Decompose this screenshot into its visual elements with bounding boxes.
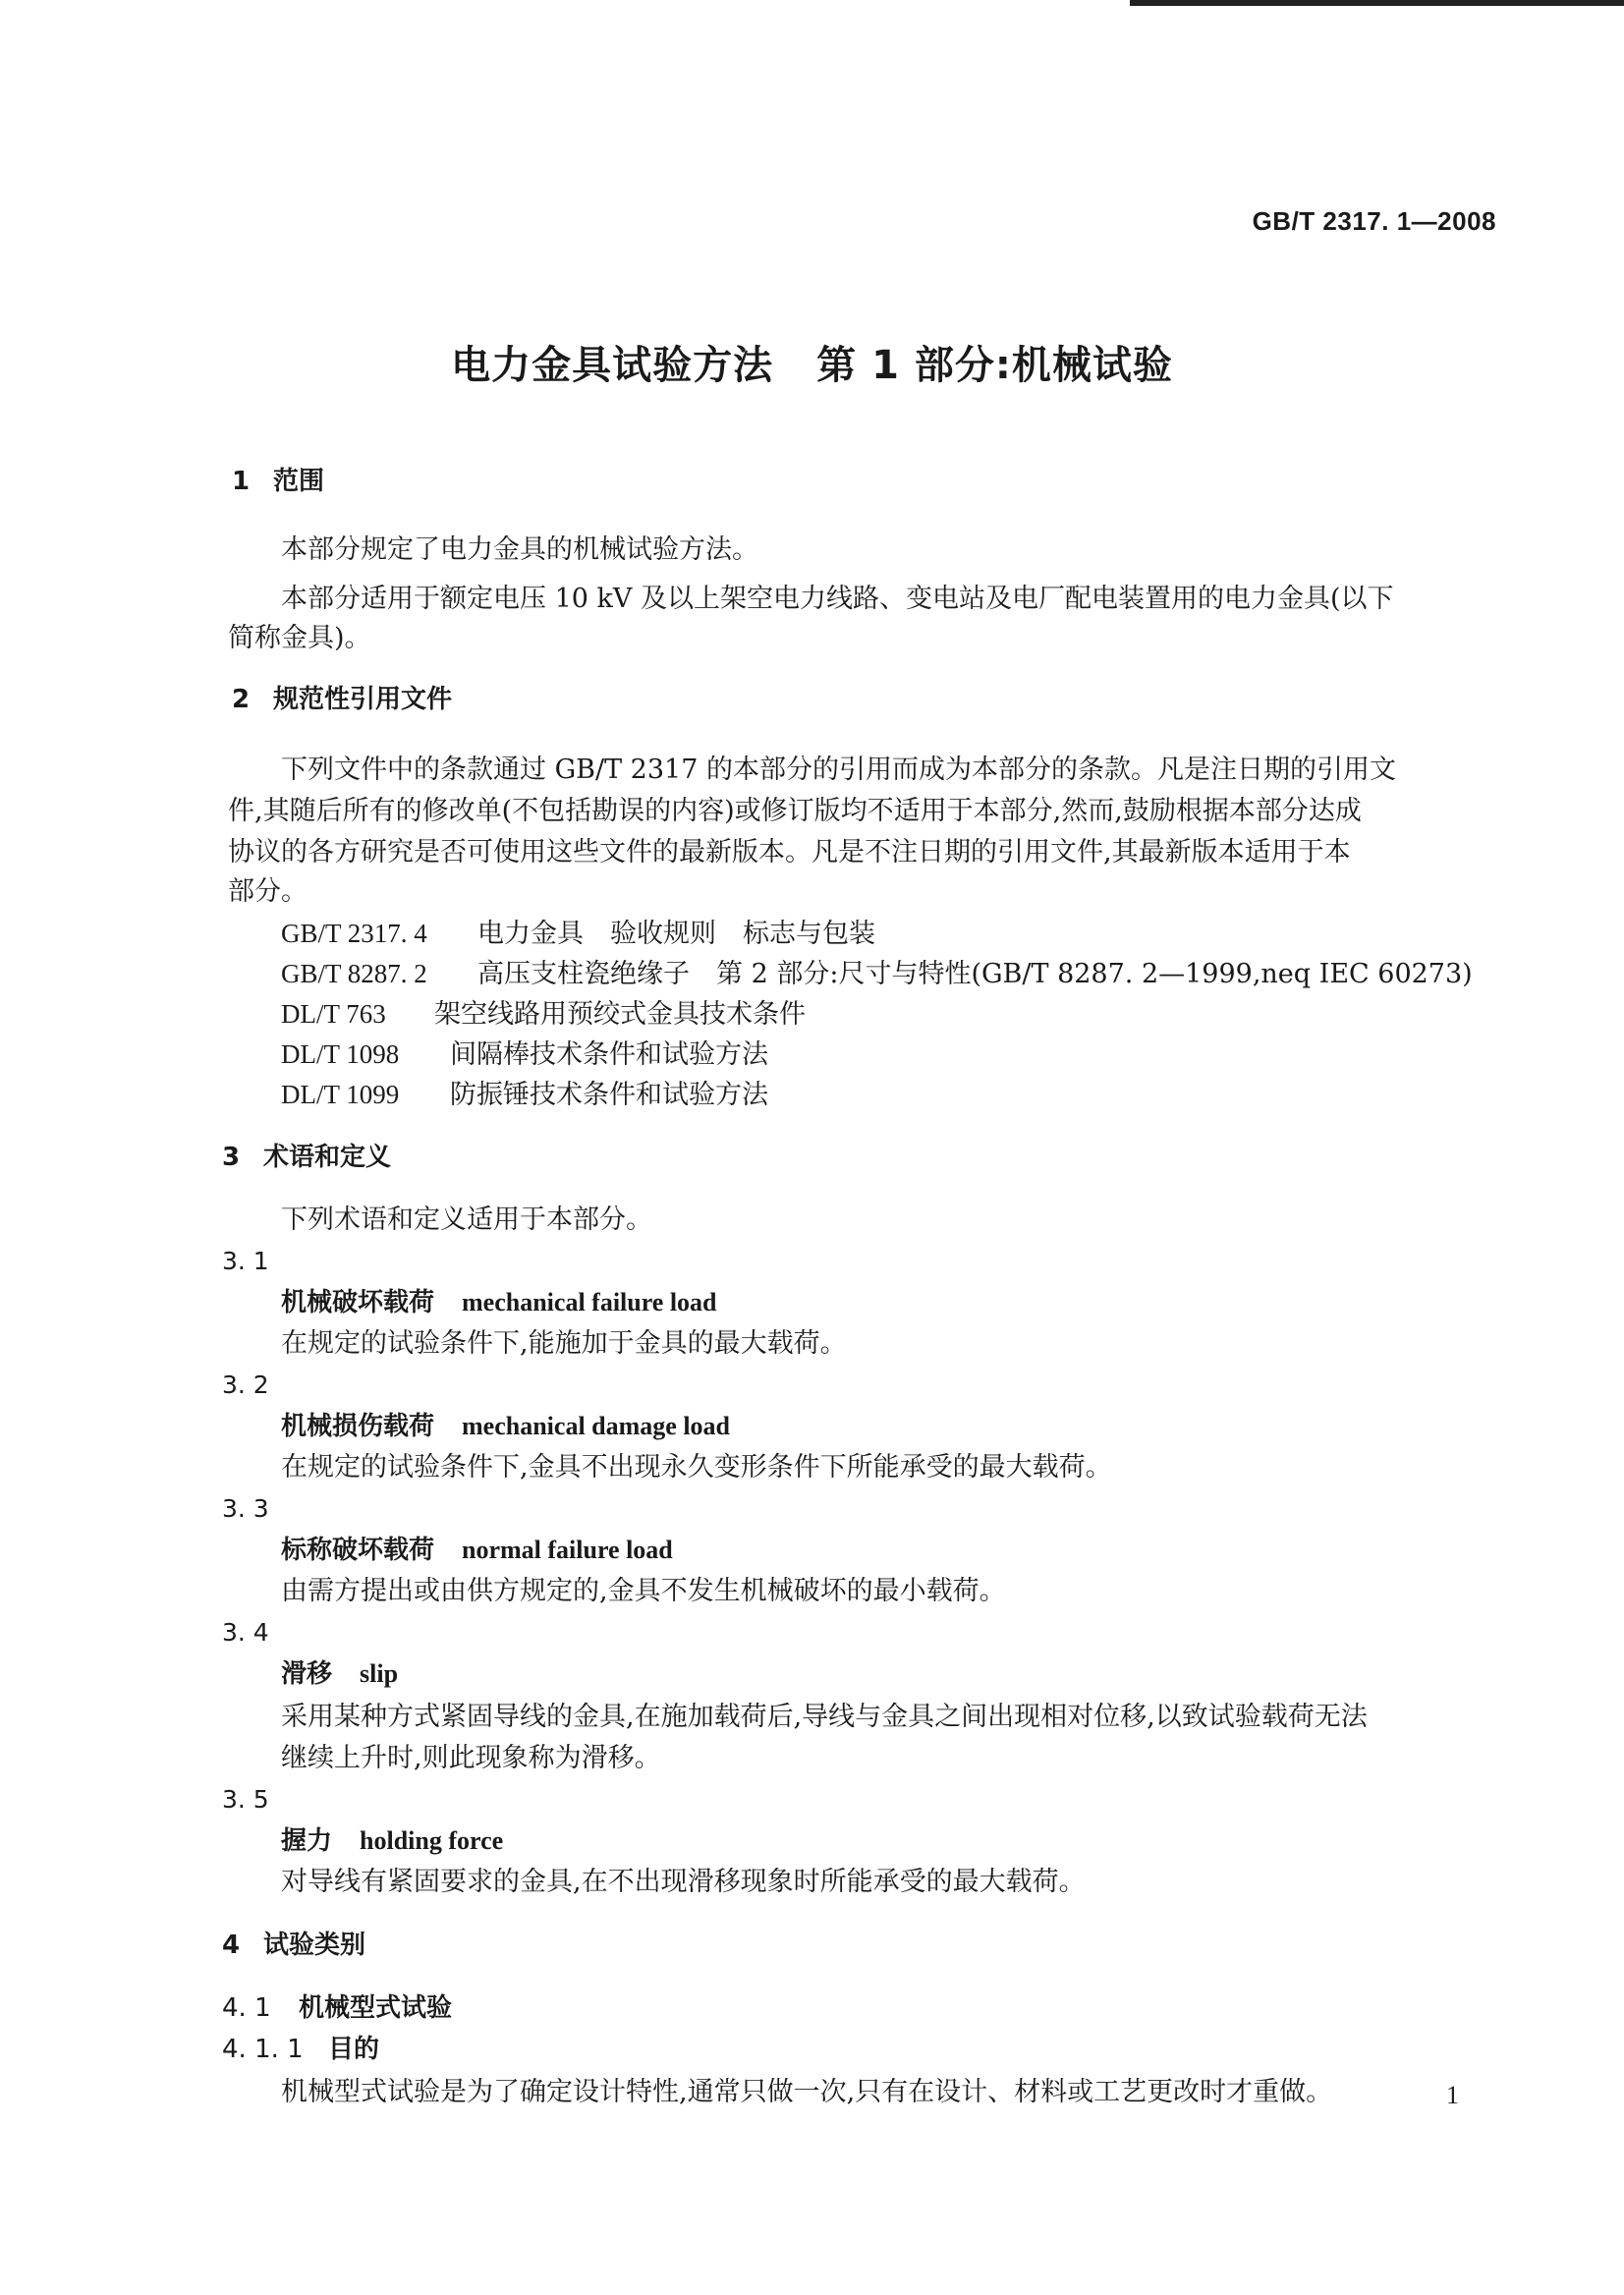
- term-chinese: 握力: [281, 1826, 333, 1856]
- term-chinese: 机械损伤载荷: [281, 1412, 435, 1441]
- section-1-heading: [232, 464, 324, 499]
- reference-title: 间隔棒技术条件和试验方法: [450, 1039, 768, 1070]
- section-1-paragraph-2-line-2: 简称金具)。: [228, 623, 371, 653]
- reference-item: [281, 1077, 768, 1113]
- subsection-4-1-heading: [222, 1990, 452, 2026]
- section-2-paragraph-line-2: 件,其随后所有的修改单(不包括勘误的内容)或修订版均不适用于本部分,然而,鼓励根据本部分达成: [228, 796, 1362, 826]
- term-definition: 对导线有紧固要求的金具,在不出现滑移现象时所能承受的最大载荷。: [281, 1867, 1086, 1897]
- section-4-heading: [222, 1928, 365, 1963]
- header-rule: [1130, 0, 1624, 6]
- reference-code: GB/T 2317. 4: [281, 919, 427, 948]
- term-number: 3. 4: [222, 1618, 269, 1647]
- term-number: 3. 1: [222, 1247, 269, 1275]
- term-number: 3. 2: [222, 1371, 269, 1399]
- term-heading: [281, 1656, 398, 1692]
- reference-item: [281, 996, 806, 1033]
- reference-code: DL/T 1098: [281, 1039, 400, 1069]
- reference-title: 电力金具 验收规则 标志与包装: [477, 919, 875, 949]
- term-chinese: 机械破坏载荷: [281, 1288, 435, 1317]
- term-heading: [281, 1409, 730, 1444]
- section-title: 规范性引用文件: [273, 685, 453, 714]
- term-english: holding force: [360, 1826, 504, 1855]
- subsection-title: 目的: [328, 2035, 380, 2064]
- term-definition: 采用某种方式紧固导线的金具,在施加载荷后,导线与金具之间出现相对位移,以致试验载荷无法: [281, 1702, 1368, 1732]
- section-3-intro: 下列术语和定义适用于本部分。: [281, 1204, 652, 1235]
- term-definition: 由需方提出或由供方规定的,金具不发生机械破坏的最小载荷。: [281, 1576, 1006, 1606]
- reference-code: DL/T 763: [281, 999, 386, 1029]
- section-number: 3: [222, 1143, 241, 1172]
- section-2-paragraph-line-4: 部分。: [228, 876, 308, 907]
- section-2-paragraph-line-1: 下列文件中的条款通过 GB/T 2317 的本部分的引用而成为本部分的条款。凡是注日期的引用文: [281, 755, 1396, 785]
- section-title: 范围: [273, 467, 325, 496]
- term-number: 3. 5: [222, 1785, 269, 1814]
- term-definition-continued: 继续上升时,则此现象称为滑移。: [281, 1743, 661, 1773]
- term-english: mechanical damage load: [462, 1412, 731, 1440]
- term-heading: [281, 1533, 673, 1568]
- term-heading: [281, 1285, 717, 1320]
- reference-title: 高压支柱瓷绝缘子 第 2 部分:尺寸与特性(GB/T 8287. 2—1999,neq IEC 60273): [477, 959, 1473, 989]
- reference-title: 防振锤技术条件和试验方法: [450, 1080, 768, 1110]
- section-title: 术语和定义: [263, 1143, 392, 1172]
- document-title: [0, 334, 1624, 390]
- section-2-paragraph-line-3: 协议的各方研究是否可使用这些文件的最新版本。凡是不注日期的引用文件,其最新版本适用于本: [228, 837, 1351, 868]
- reference-title: 架空线路用预绞式金具技术条件: [434, 999, 806, 1030]
- section-3-heading: [222, 1140, 391, 1175]
- section-number: 2: [232, 685, 251, 714]
- reference-code: DL/T 1099: [281, 1080, 400, 1109]
- section-1-paragraph-1: 本部分规定了电力金具的机械试验方法。: [281, 534, 758, 565]
- subsection-number: 4. 1: [222, 1993, 271, 2023]
- standard-code: GB/T 2317. 1—2008: [1252, 206, 1496, 236]
- term-definition: 在规定的试验条件下,能施加于金具的最大载荷。: [281, 1328, 847, 1359]
- section-number: 4: [222, 1931, 241, 1960]
- subsection-title: 机械型式试验: [299, 1993, 453, 2023]
- term-english: slip: [360, 1659, 399, 1688]
- term-number: 3. 3: [222, 1494, 269, 1523]
- reference-item: [281, 956, 1473, 992]
- term-heading: [281, 1823, 503, 1859]
- subsection-4-1-1-paragraph: 机械型式试验是为了确定设计特性,通常只做一次,只有在设计、材料或工艺更改时才重做。: [281, 2077, 1333, 2107]
- section-title: 试验类别: [263, 1931, 366, 1960]
- reference-item: [281, 1036, 768, 1073]
- subsection-number: 4. 1. 1: [222, 2035, 304, 2064]
- reference-code: GB/T 8287. 2: [281, 959, 427, 988]
- term-chinese: 滑移: [281, 1659, 333, 1689]
- term-chinese: 标称破坏载荷: [281, 1536, 435, 1565]
- section-2-heading: [232, 682, 452, 717]
- section-number: 1: [232, 467, 251, 496]
- term-definition: 在规定的试验条件下,金具不出现永久变形条件下所能承受的最大载荷。: [281, 1452, 1112, 1483]
- title-part-b: 第 1 部分:机械试验: [816, 343, 1173, 388]
- term-english: mechanical failure load: [462, 1288, 717, 1316]
- reference-item: [281, 916, 875, 952]
- term-english: normal failure load: [462, 1536, 673, 1564]
- title-part-a: 电力金具试验方法: [451, 343, 774, 388]
- subsection-4-1-1-heading: [222, 2032, 379, 2067]
- page-number: 1: [1446, 2081, 1459, 2109]
- section-1-paragraph-2-line-1: 本部分适用于额定电压 10 kV 及以上架空电力线路、变电站及电厂配电装置用的电力金具(以下: [281, 584, 1394, 614]
